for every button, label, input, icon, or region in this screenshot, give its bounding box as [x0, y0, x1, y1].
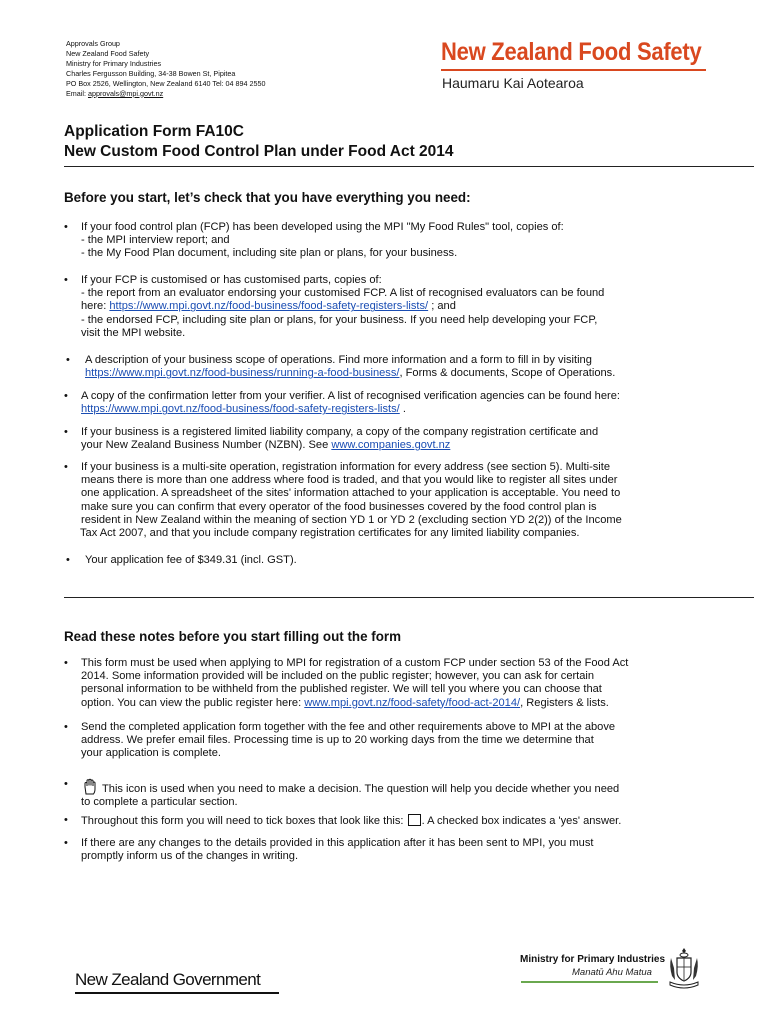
bullet-dot: • — [64, 814, 68, 826]
item-text: This form must be used when applying to MPI for registration of a custom FCP under section 53 of the Food Act — [81, 657, 629, 669]
item-text: make sure you can confirm that every operator of the food businesses covered by the food control plan is — [81, 500, 597, 513]
nz-government-logo: New Zealand Government — [75, 970, 261, 989]
item-text: address. We prefer email files. Processing time is up to 20 working days from the time we determine that — [81, 734, 594, 747]
section1-heading: Before you start, let’s check that you have everything you need: — [64, 190, 471, 205]
item-text: This icon is used when you need to make a decision. The question will help you decide whether you need — [102, 783, 620, 795]
bullet-dot: • — [64, 426, 68, 438]
item-text: A copy of the confirmation letter from your verifier. A list of recognised verification agencies can be found here: — [81, 390, 620, 402]
bullet-dot: • — [64, 721, 68, 733]
item-text: 2014. Some information provided will be included on the public register; however, you can ask for certain — [81, 670, 595, 683]
bullet-dot: • — [64, 390, 68, 402]
bullet-dot: • — [64, 221, 68, 233]
item-text — [81, 300, 753, 313]
form-title-line1: Application Form FA10C — [64, 123, 244, 140]
item-text: If your business is a registered limited liability company, a copy of the company registration certificate and — [81, 426, 599, 438]
registers-link[interactable]: https://www.mpi.govt.nz/food-business/food-safety-registers-lists/ — [81, 403, 400, 416]
contact-email-line — [66, 89, 366, 99]
bullet-dot: • — [64, 778, 68, 790]
item-text: Your application fee of $349.31 (incl. GST). — [85, 554, 297, 566]
example-checkbox — [408, 814, 421, 826]
item-text — [81, 814, 753, 828]
item-text: If your food control plan (FCP) has been developed using the MPI "My Food Rules" tool, copies of: — [81, 221, 564, 233]
item-text: - the endorsed FCP, including site plan or plans, for your business. If you need help developing your FCP, — [81, 313, 598, 326]
coat-of-arms-icon — [666, 946, 702, 992]
item-text — [81, 403, 753, 416]
bullet-dot: • — [64, 461, 68, 473]
item-text: If there are any changes to the details provided in this application after it has been sent to MPI, you must — [81, 837, 594, 849]
item-text: visit the MPI website. — [81, 326, 186, 339]
contact-block — [66, 39, 366, 98]
item-text: A description of your business scope of operations. Find more information and a form to fill in by visiting — [85, 354, 592, 366]
item-text: promptly inform us of the changes in writing. — [81, 850, 299, 863]
bullet-dot: • — [64, 657, 68, 669]
item-text: your application is complete. — [81, 747, 221, 760]
running-business-link[interactable]: https://www.mpi.govt.nz/food-business/running-a-food-business/ — [85, 367, 400, 380]
bullet-dot: • — [64, 274, 68, 286]
brand-title: New Zealand Food Safety — [441, 38, 702, 66]
item-text: personal information to be withheld from the published register. We will tell you where you can choose that — [81, 683, 602, 696]
item-text: - the MPI interview report; and — [81, 234, 230, 247]
item-text: ; and — [428, 300, 456, 313]
mpi-logo-maori: Manatū Ahu Matua — [572, 967, 652, 978]
item-text: your New Zealand Business Number (NZBN). See — [81, 439, 332, 452]
section2-heading: Read these notes before you start filling out the form — [64, 629, 402, 644]
contact-line: Approvals Group — [66, 39, 120, 48]
section-divider — [64, 597, 754, 598]
item-text: . — [399, 403, 406, 416]
item-text: , Forms & documents, Scope of Operations. — [399, 367, 616, 380]
contact-line: PO Box 2526, Wellington, New Zealand 6140 Tel: 04 894 2550 — [66, 78, 266, 88]
item-text: Throughout this form you will need to tick boxes that look like this: — [81, 815, 407, 827]
food-act-link[interactable]: www.mpi.govt.nz/food-safety/food-act-2014/ — [304, 696, 521, 709]
item-text: If your FCP is customised or has customised parts, copies of: — [81, 274, 382, 286]
registers-link[interactable]: https://www.mpi.govt.nz/food-business/food-safety-registers-lists/ — [109, 300, 429, 313]
email-link[interactable]: approvals@mpi.govt.nz — [87, 88, 164, 98]
item-text: Send the completed application form together with the fee and other requirements above to MPI at the above — [81, 721, 616, 733]
form-title — [64, 122, 454, 162]
companies-link[interactable]: www.companies.govt.nz — [331, 439, 451, 452]
item-text: to complete a particular section. — [81, 796, 238, 809]
item-text: means there is more than one address where food is traded, and that you would like to register all sites under — [81, 474, 618, 487]
bullet-dot: • — [66, 354, 70, 366]
item-text: option. You can view the public register here: — [81, 696, 305, 709]
item-text — [81, 439, 753, 452]
item-text: If your business is a multi-site operation, registration information for every address (see section 5). Multi-site — [81, 461, 611, 473]
contact-line: New Zealand Food Safety — [66, 48, 150, 58]
item-text: . A checked box indicates a 'yes' answer. — [421, 815, 622, 827]
title-divider — [64, 166, 754, 167]
brand-divider — [441, 69, 706, 71]
item-text — [81, 778, 753, 796]
bullet-dot: • — [66, 554, 70, 566]
mpi-logo-name: Ministry for Primary Industries — [520, 954, 666, 965]
brand-subtitle: Haumaru Kai Aotearoa — [442, 75, 584, 91]
contact-line: Ministry for Primary Industries — [66, 58, 162, 68]
email-label: Email: — [66, 88, 88, 98]
item-text: resident in New Zealand within the meaning of section YD 1 or YD 2 (excluding section YD 2(2)) of the Income — [81, 513, 622, 526]
form-title-line2: New Custom Food Control Plan under Food Act 2014 — [64, 143, 454, 160]
item-text — [81, 697, 753, 710]
item-text: , Registers & lists. — [520, 696, 609, 709]
mpi-logo-underline — [521, 981, 658, 983]
hand-icon — [81, 778, 99, 796]
item-text: one application. A spreadsheet of the sites' information attached to your application is acceptable. You need to — [81, 487, 621, 500]
item-text: - the report from an evaluator endorsing your customised FCP. A list of recognised evaluators can be found — [81, 287, 605, 300]
item-text: Tax Act 2007, and that you include company registration certificates for any limited liability companies. — [80, 527, 580, 540]
bullet-dot: • — [64, 837, 68, 849]
item-text — [85, 367, 757, 380]
contact-line: Charles Fergusson Building, 34-38 Bowen St, Pipitea — [66, 68, 236, 78]
nz-government-underline — [75, 992, 279, 994]
item-text: - the My Food Plan document, including site plan or plans, for your business. — [81, 247, 458, 260]
item-text: here: — [81, 300, 110, 313]
